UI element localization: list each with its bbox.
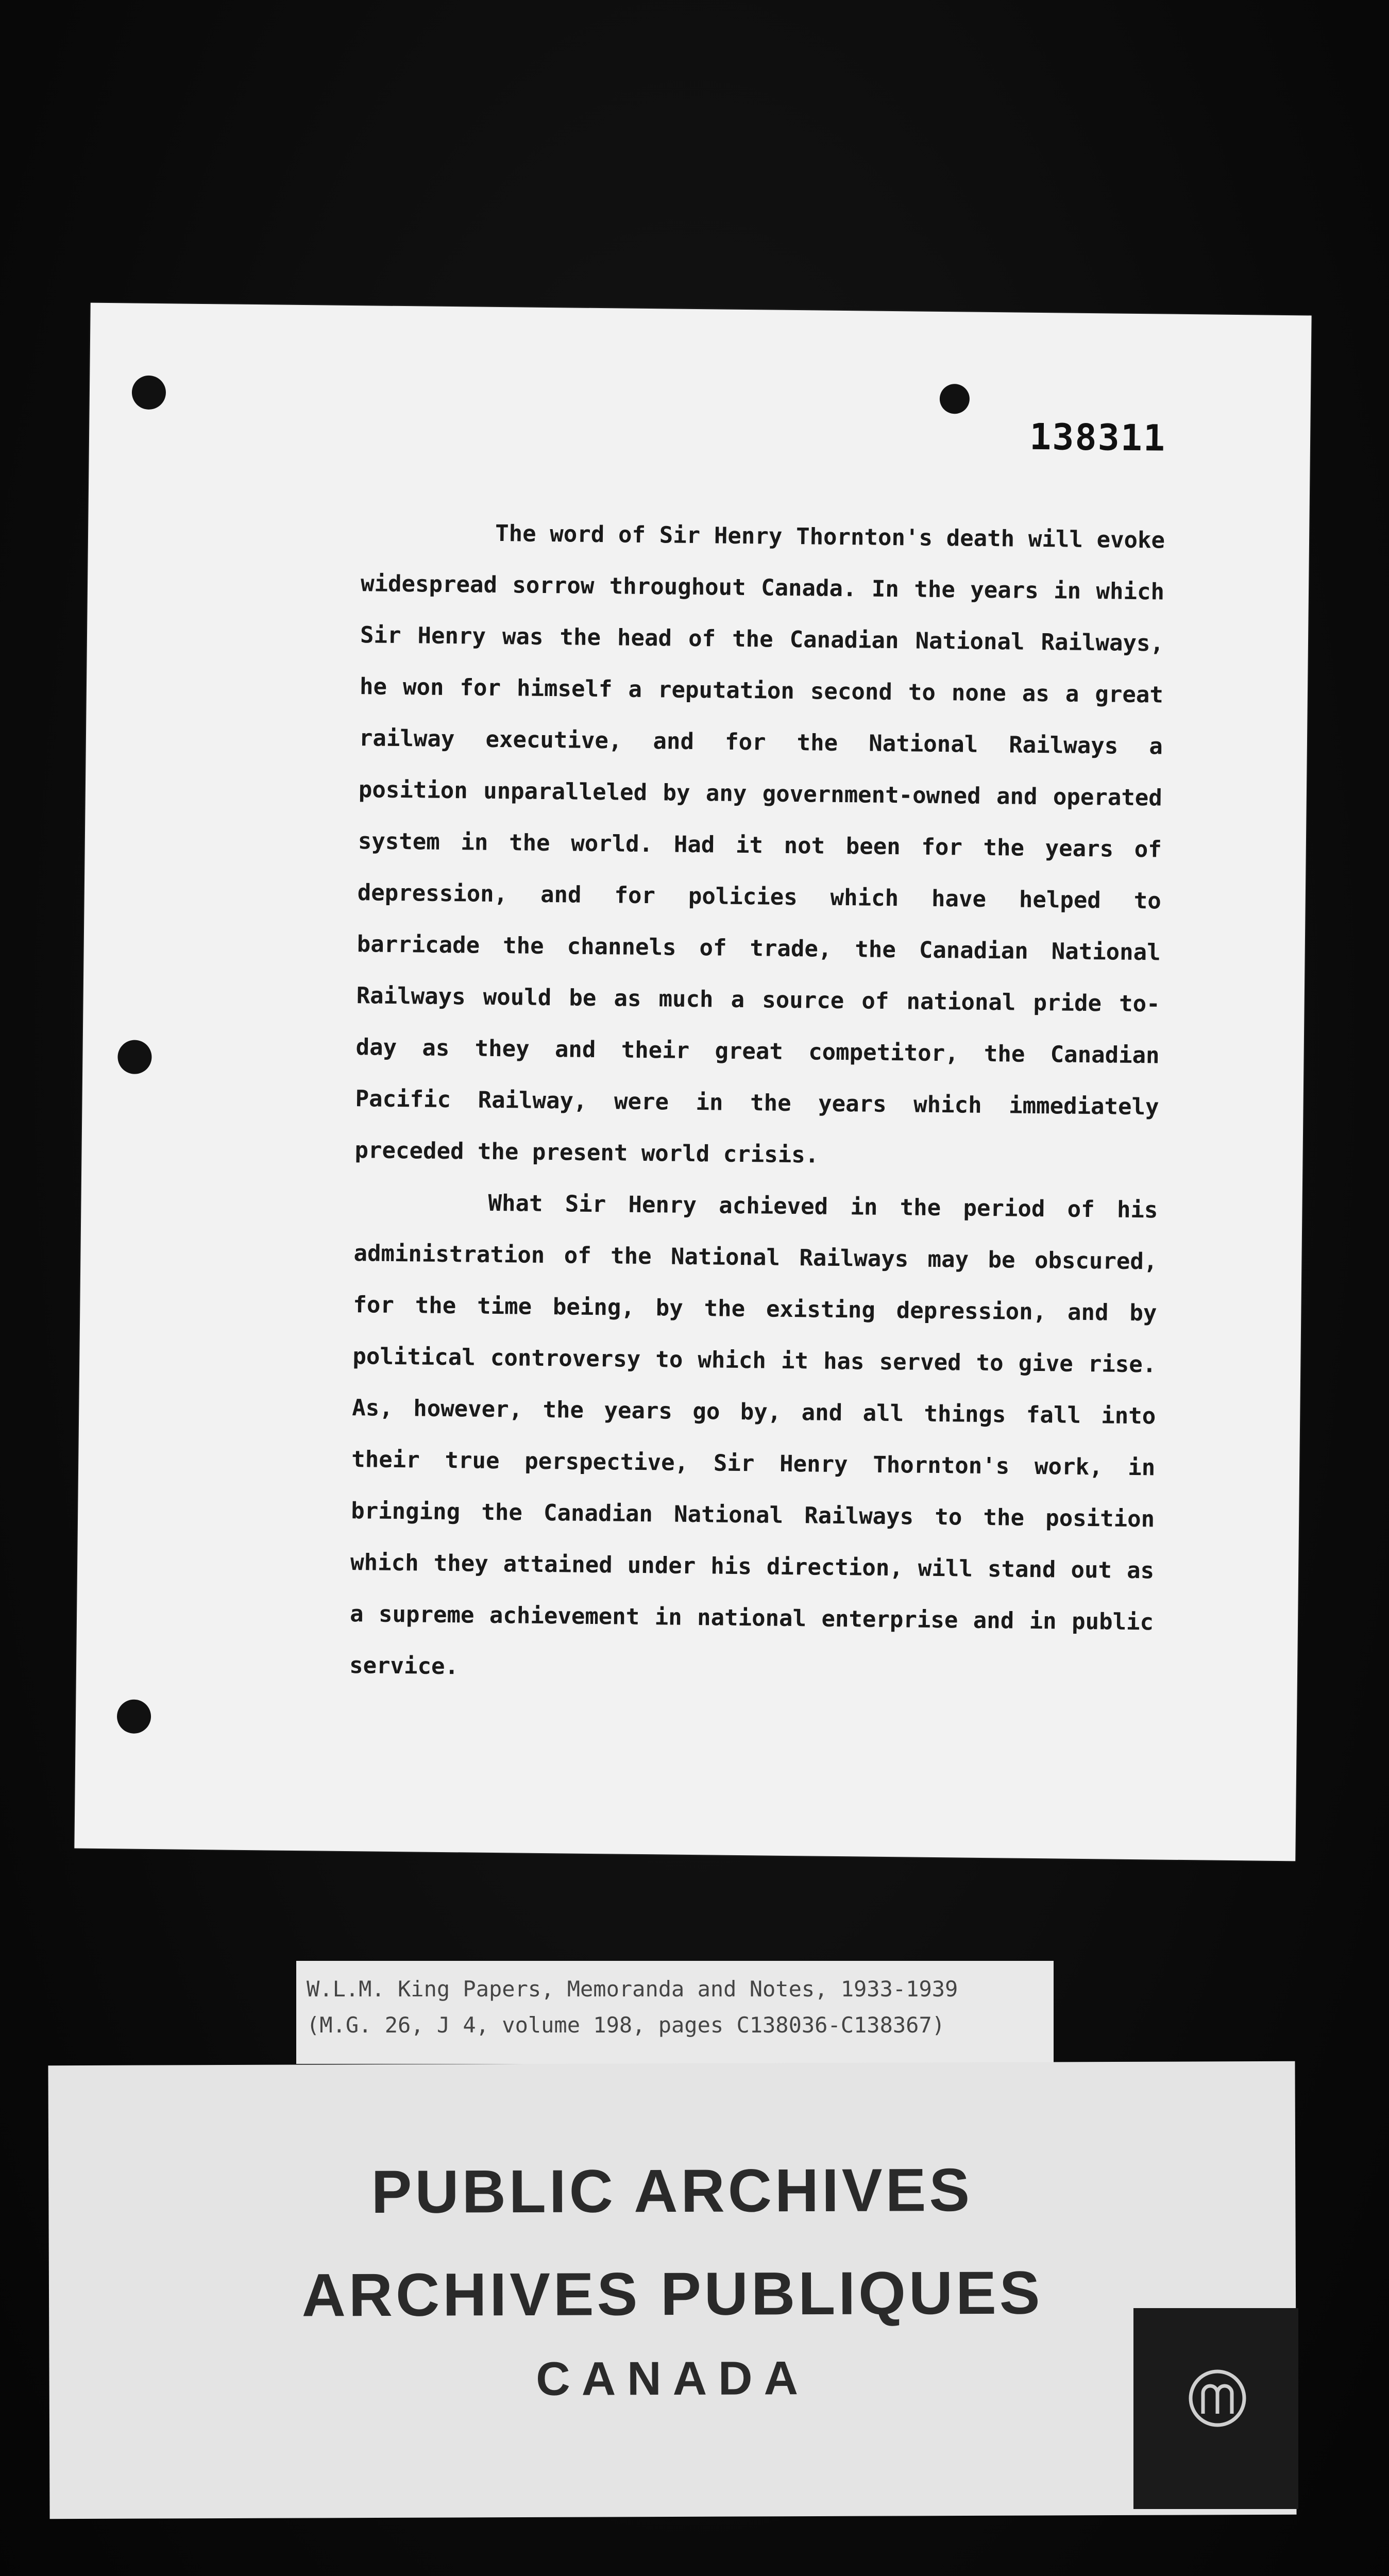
archive-country: CANADA <box>536 2352 810 2405</box>
punch-hole <box>117 1699 151 1734</box>
citation-slip <box>296 1961 1054 2064</box>
archive-title-english: PUBLIC ARCHIVES <box>371 2156 973 2227</box>
archives-logo-icon <box>1187 2365 1248 2432</box>
punch-hole <box>117 1040 152 1074</box>
paragraph: What Sir Henry achieved in the period of his administration of the National Railways may be obscured, for the time being, by the existing depression, and by political controversy to which it has served to give rise. As, however, the years go by, and all things fall into their true perspective, Sir Henry Thornton's work, in bringing the Canadian National Railways to the position which they attained under his direction, will stand out as a supreme achievement in national enterprise and in public service. <box>349 1190 1158 1680</box>
page-number: 138311 <box>1029 415 1166 460</box>
archive-label <box>48 2061 1296 2519</box>
archive-title-french: ARCHIVES PUBLIQUES <box>301 2259 1043 2330</box>
logo-block <box>1133 2308 1298 2509</box>
document-body <box>349 506 1165 1700</box>
paragraph: The word of Sir Henry Thornton's death will evoke widespread sorrow throughout Canada. In the years in which Sir Henry was the head of the Canadian National Railways, he won for himself a reputation second to none as a great railway executive, and for the National Railways a position unparalleled by any government-owned and operated system in the world. Had it not been for the years of depression, and for policies which have helped to barricade the channels of trade, the Canadian National Railways would be as much a source of national pride to-day as they and their great competitor, the Canadian Pacific Railway, were in the years which immediately preceded the present world crisis. <box>354 520 1165 1168</box>
punch-hole <box>940 384 970 414</box>
document-page <box>74 303 1311 1861</box>
citation-line: W.L.M. King Papers, Memoranda and Notes, 1933-1939 <box>307 1976 958 2002</box>
citation-line: (M.G. 26, J 4, volume 198, pages C138036-C138367) <box>307 2012 945 2038</box>
punch-hole <box>132 376 166 410</box>
